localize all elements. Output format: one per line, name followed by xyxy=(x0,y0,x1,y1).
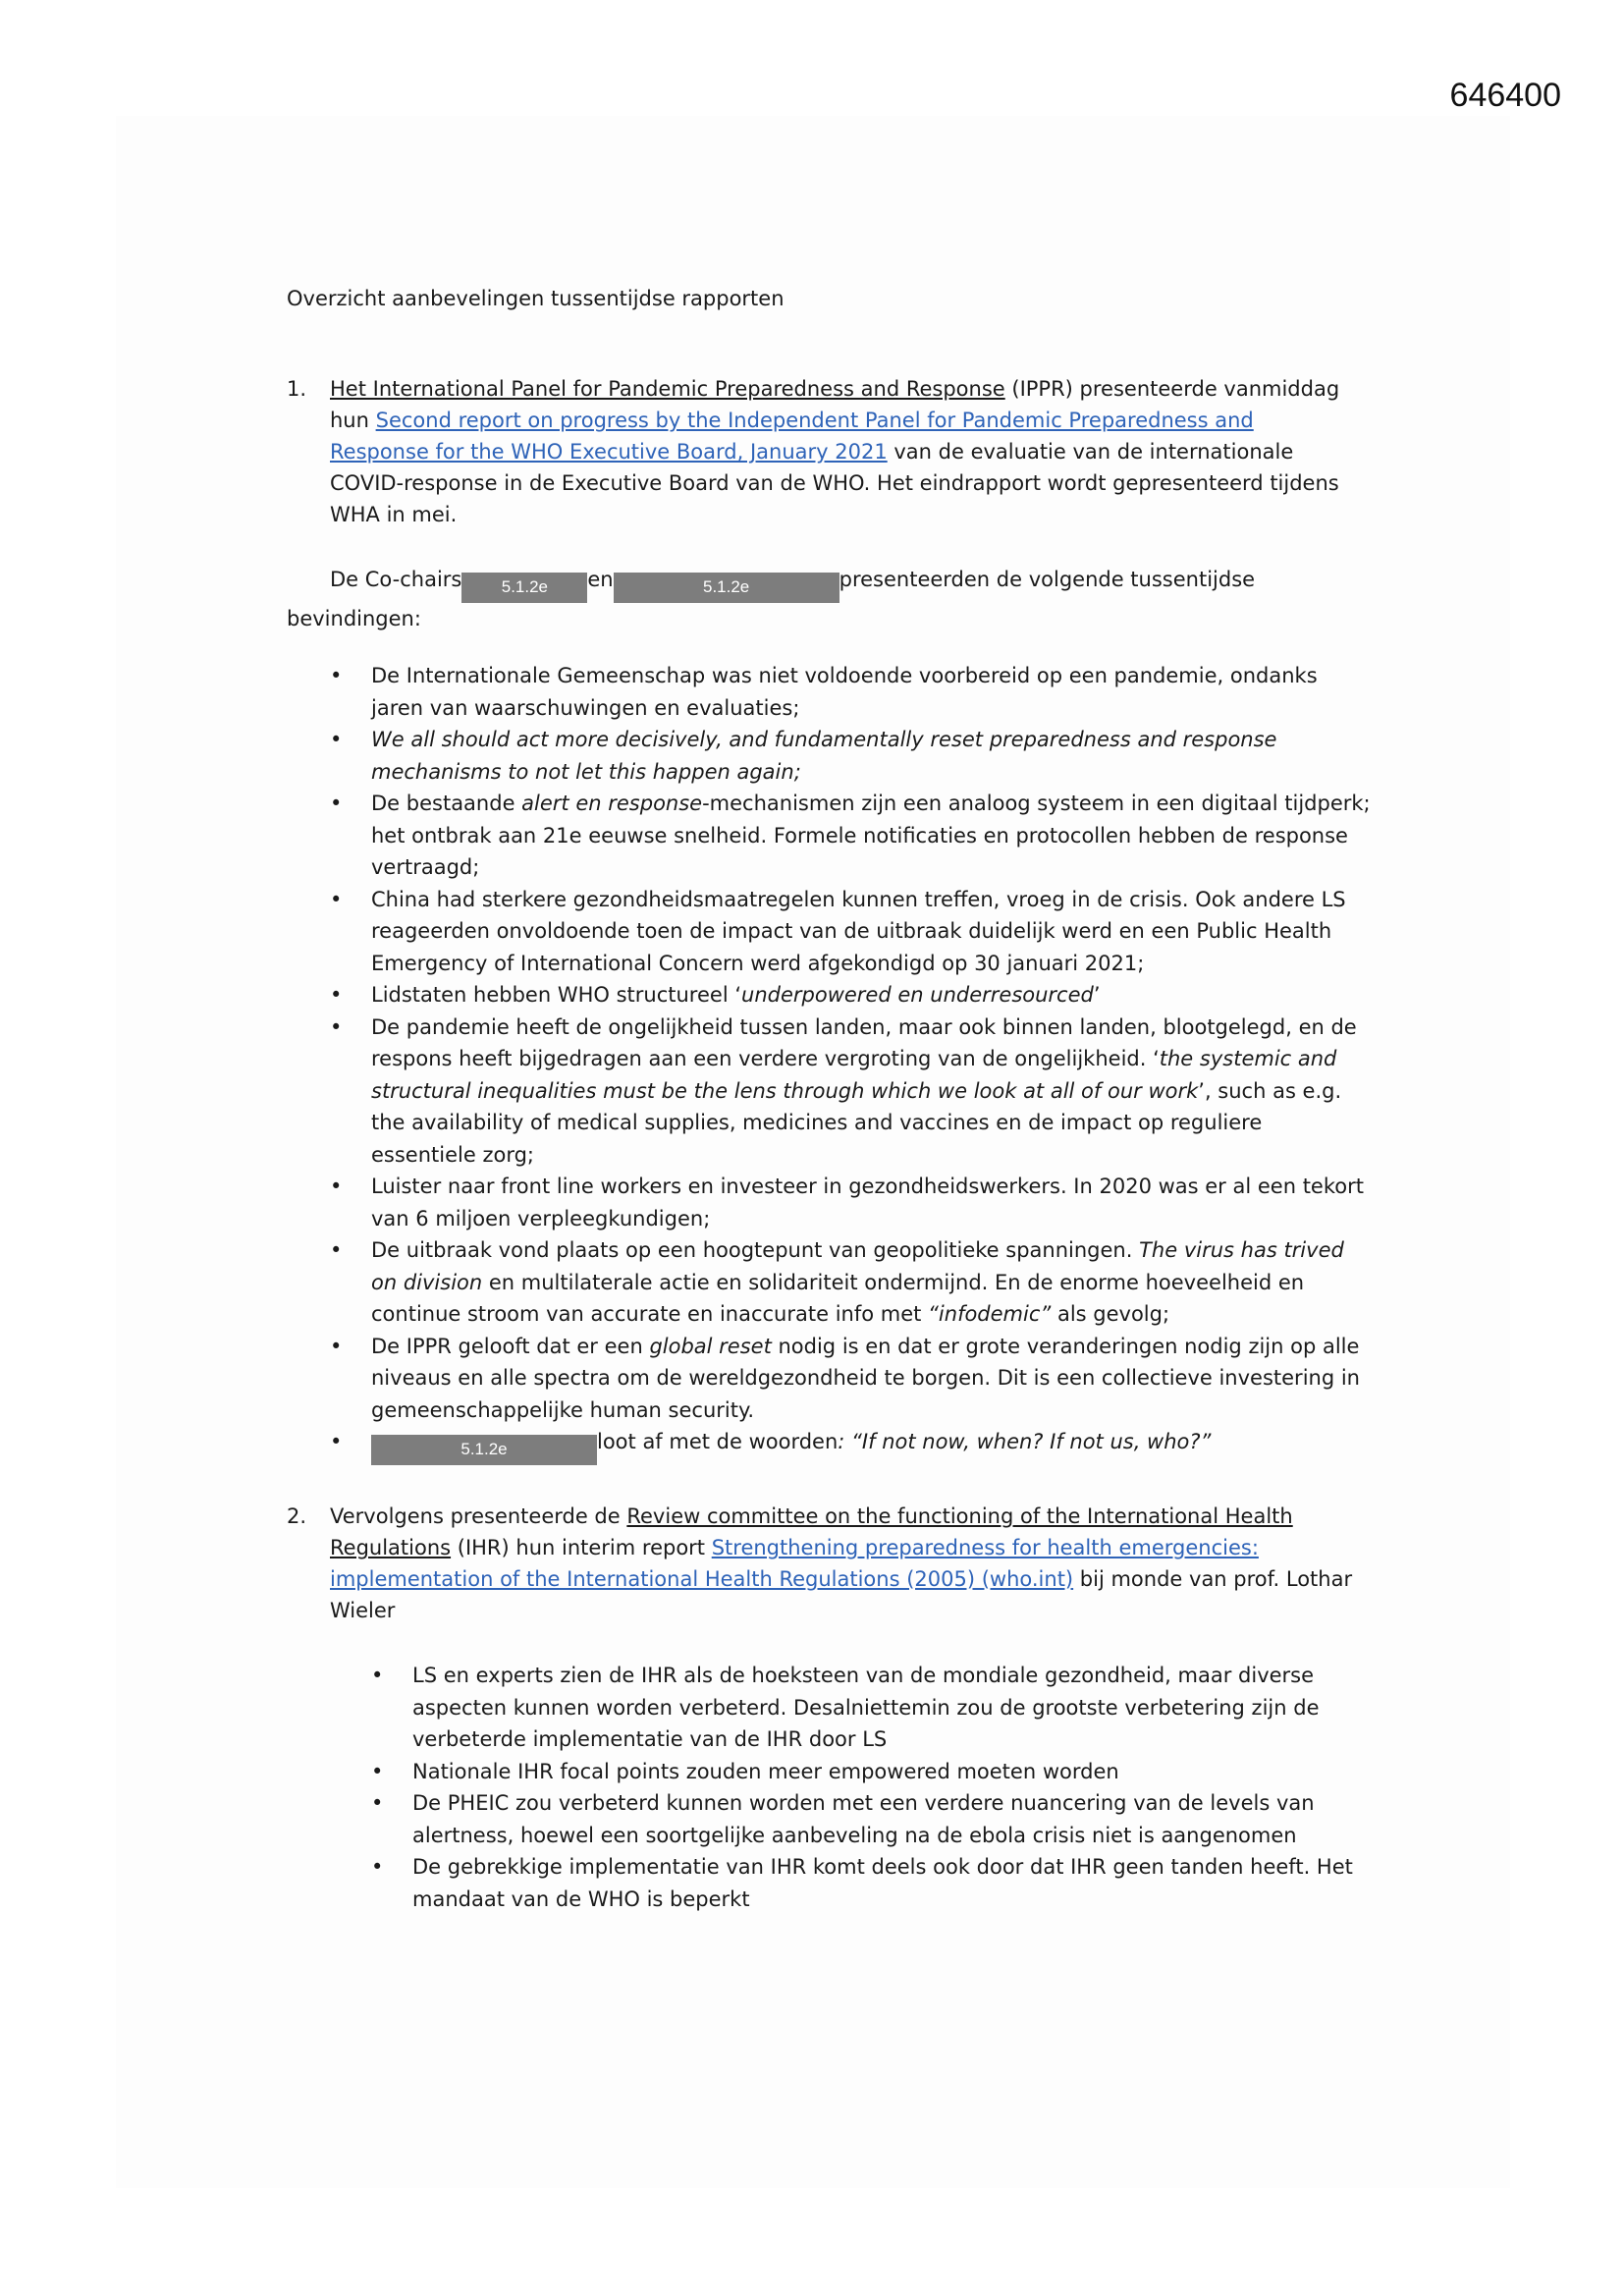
section-1-text-b: van de evaluatie van de internationale COVID-response in de Executive Board van de WHO. Het eindrapport wordt gepresenteerd tijdens WHA in mei. xyxy=(330,440,1339,526)
bullet-icon: • xyxy=(330,664,343,687)
bullet-icon: • xyxy=(330,1175,343,1198)
section-1-findings-list xyxy=(330,660,1371,1465)
list-item: • Lidstaten hebben WHO structureel ‘underpowered en underresourced’ xyxy=(330,979,1371,1011)
bullet-icon: • xyxy=(330,1430,343,1453)
bullet-icon: • xyxy=(371,1791,384,1815)
ippr-report-link[interactable]: Second report on progress by the Independent Panel for Pandemic Preparedness and Response for the WHO Executive Board, January 2021 xyxy=(330,409,1254,464)
cochairs-lead: De Co-chairs xyxy=(330,568,462,591)
cochairs-tail: presenteerden de volgende tussentijdse xyxy=(839,568,1256,591)
cochairs-end: bevindingen: xyxy=(287,607,421,630)
bullet-icon: • xyxy=(330,983,343,1007)
ihr-report-link[interactable]: Strengthening preparedness for health emergencies: implementation of the International Health Regulations (2005) (who.int) xyxy=(330,1536,1259,1591)
list-item: • De Internationale Gemeenschap was niet voldoende voorbereid op een pandemie, ondanks jaren van waarschuwingen en evaluaties; xyxy=(330,660,1371,724)
redaction-box: 5.1.2e xyxy=(614,573,839,603)
bullet-icon: • xyxy=(330,792,343,815)
and-word: en xyxy=(587,568,614,591)
list-item: • Luister naar front line workers en investeer in gezondheidswerkers. In 2020 was er al een tekort van 6 miljoen verpleegkundigen; xyxy=(330,1171,1371,1234)
redaction-box: 5.1.2e xyxy=(371,1435,597,1465)
list-item: • Nationale IHR focal points zouden meer empowered moeten worden xyxy=(371,1756,1353,1788)
section-2-number: 2. xyxy=(287,1504,307,1528)
bullet-icon: • xyxy=(330,728,343,751)
cochairs-paragraph xyxy=(287,564,1361,634)
bullet-icon: • xyxy=(371,1759,384,1783)
document-number: 646400 xyxy=(1449,77,1561,114)
bullet-icon: • xyxy=(330,1334,343,1358)
list-item: • 5.1.2e loot af met de woorden: “If not now, when? If not us, who?” xyxy=(330,1426,1371,1465)
list-item: • De gebrekkige implementatie van IHR komt deels ook door dat IHR geen tanden heeft. Het mandaat van de WHO is beperkt xyxy=(371,1851,1353,1915)
committee-name: Review committee on the functioning of the International Health Regulations xyxy=(330,1504,1293,1559)
bullet-icon: • xyxy=(330,887,343,911)
section-2-text-b: (IHR) hun interim report xyxy=(451,1536,712,1559)
bullet-icon: • xyxy=(330,1014,343,1039)
redaction-box: 5.1.2e xyxy=(461,573,587,603)
bullet-icon: • xyxy=(371,1664,384,1687)
bullet-icon: • xyxy=(371,1855,384,1879)
list-item: • China had sterkere gezondheidsmaatregelen kunnen treffen, vroeg in de crisis. Ook andere LS reageerden onvoldoende toen de impact van de uitbraak duidelijk werd en een Public Health Emergency of International Concern werd afgekondigd op 30 januari 2021; xyxy=(330,884,1371,980)
section-2-text-a: Vervolgens presenteerde de xyxy=(330,1504,627,1528)
list-item: • We all should act more decisively, and fundamentally reset preparedness and response mechanisms to not let this happen again; xyxy=(330,724,1371,788)
section-2-paragraph xyxy=(287,1501,1357,1626)
list-item: • De IPPR gelooft dat er een global reset nodig is en dat er grote veranderingen nodig zijn op alle niveaus en alle spectra om de wereldgezondheid te borgen. Dit is een collectieve investering in gemeenschappelijke human security. xyxy=(330,1331,1371,1427)
section-2-text-c: bij monde van prof. Lothar Wieler xyxy=(330,1567,1353,1622)
list-item: • De uitbraak vond plaats op een hoogtepunt van geopolitieke spanningen. The virus has trived on division en multilaterale actie en solidariteit ondermijnd. En de enorme hoeveelheid en continue stroom van accurate en inaccurate info met “infodemic” als gevolg; xyxy=(330,1234,1371,1331)
section-2-findings-list xyxy=(371,1660,1353,1915)
document-title: Overzicht aanbevelingen tussentijdse rapporten xyxy=(287,287,785,310)
bullet-icon: • xyxy=(330,1238,343,1262)
list-item: • LS en experts zien de IHR als de hoeksteen van de mondiale gezondheid, maar diverse aspecten kunnen worden verbeterd. Desalniettemin zou de grootste verbetering zijn de verbeterde implementatie van de IHR door LS xyxy=(371,1660,1353,1756)
list-item: • De PHEIC zou verbeterd kunnen worden met een verdere nuancering van de levels van alertness, hoewel een soortgelijke aanbeveling na de ebola crisis niet is aangenomen xyxy=(371,1787,1353,1851)
section-1-paragraph xyxy=(287,373,1357,530)
section-1-number: 1. xyxy=(287,377,307,401)
list-item: • De bestaande alert en response-mechanismen zijn een analoog systeem in een digitaal tijdperk; het ontbrak aan 21e eeuwse snelheid. Formele notificaties en protocollen hebben de response vertraagd; xyxy=(330,788,1371,884)
section-1-text-a: (IPPR) presenteerde vanmiddag hun xyxy=(330,377,1340,432)
list-item: • De pandemie heeft de ongelijkheid tussen landen, maar ook binnen landen, blootgelegd, en de respons heeft bijgedragen aan een verdere vergroting van de ongelijkheid. ‘the systemic and structural inequalities must be the lens through which we look at all of our work’, such as e.g. the availability of medical supplies, medicines and vaccines en de impact op reguliere essentiele zorg; xyxy=(330,1011,1371,1172)
panel-name: Het International Panel for Pandemic Preparedness and Response xyxy=(330,377,1005,401)
